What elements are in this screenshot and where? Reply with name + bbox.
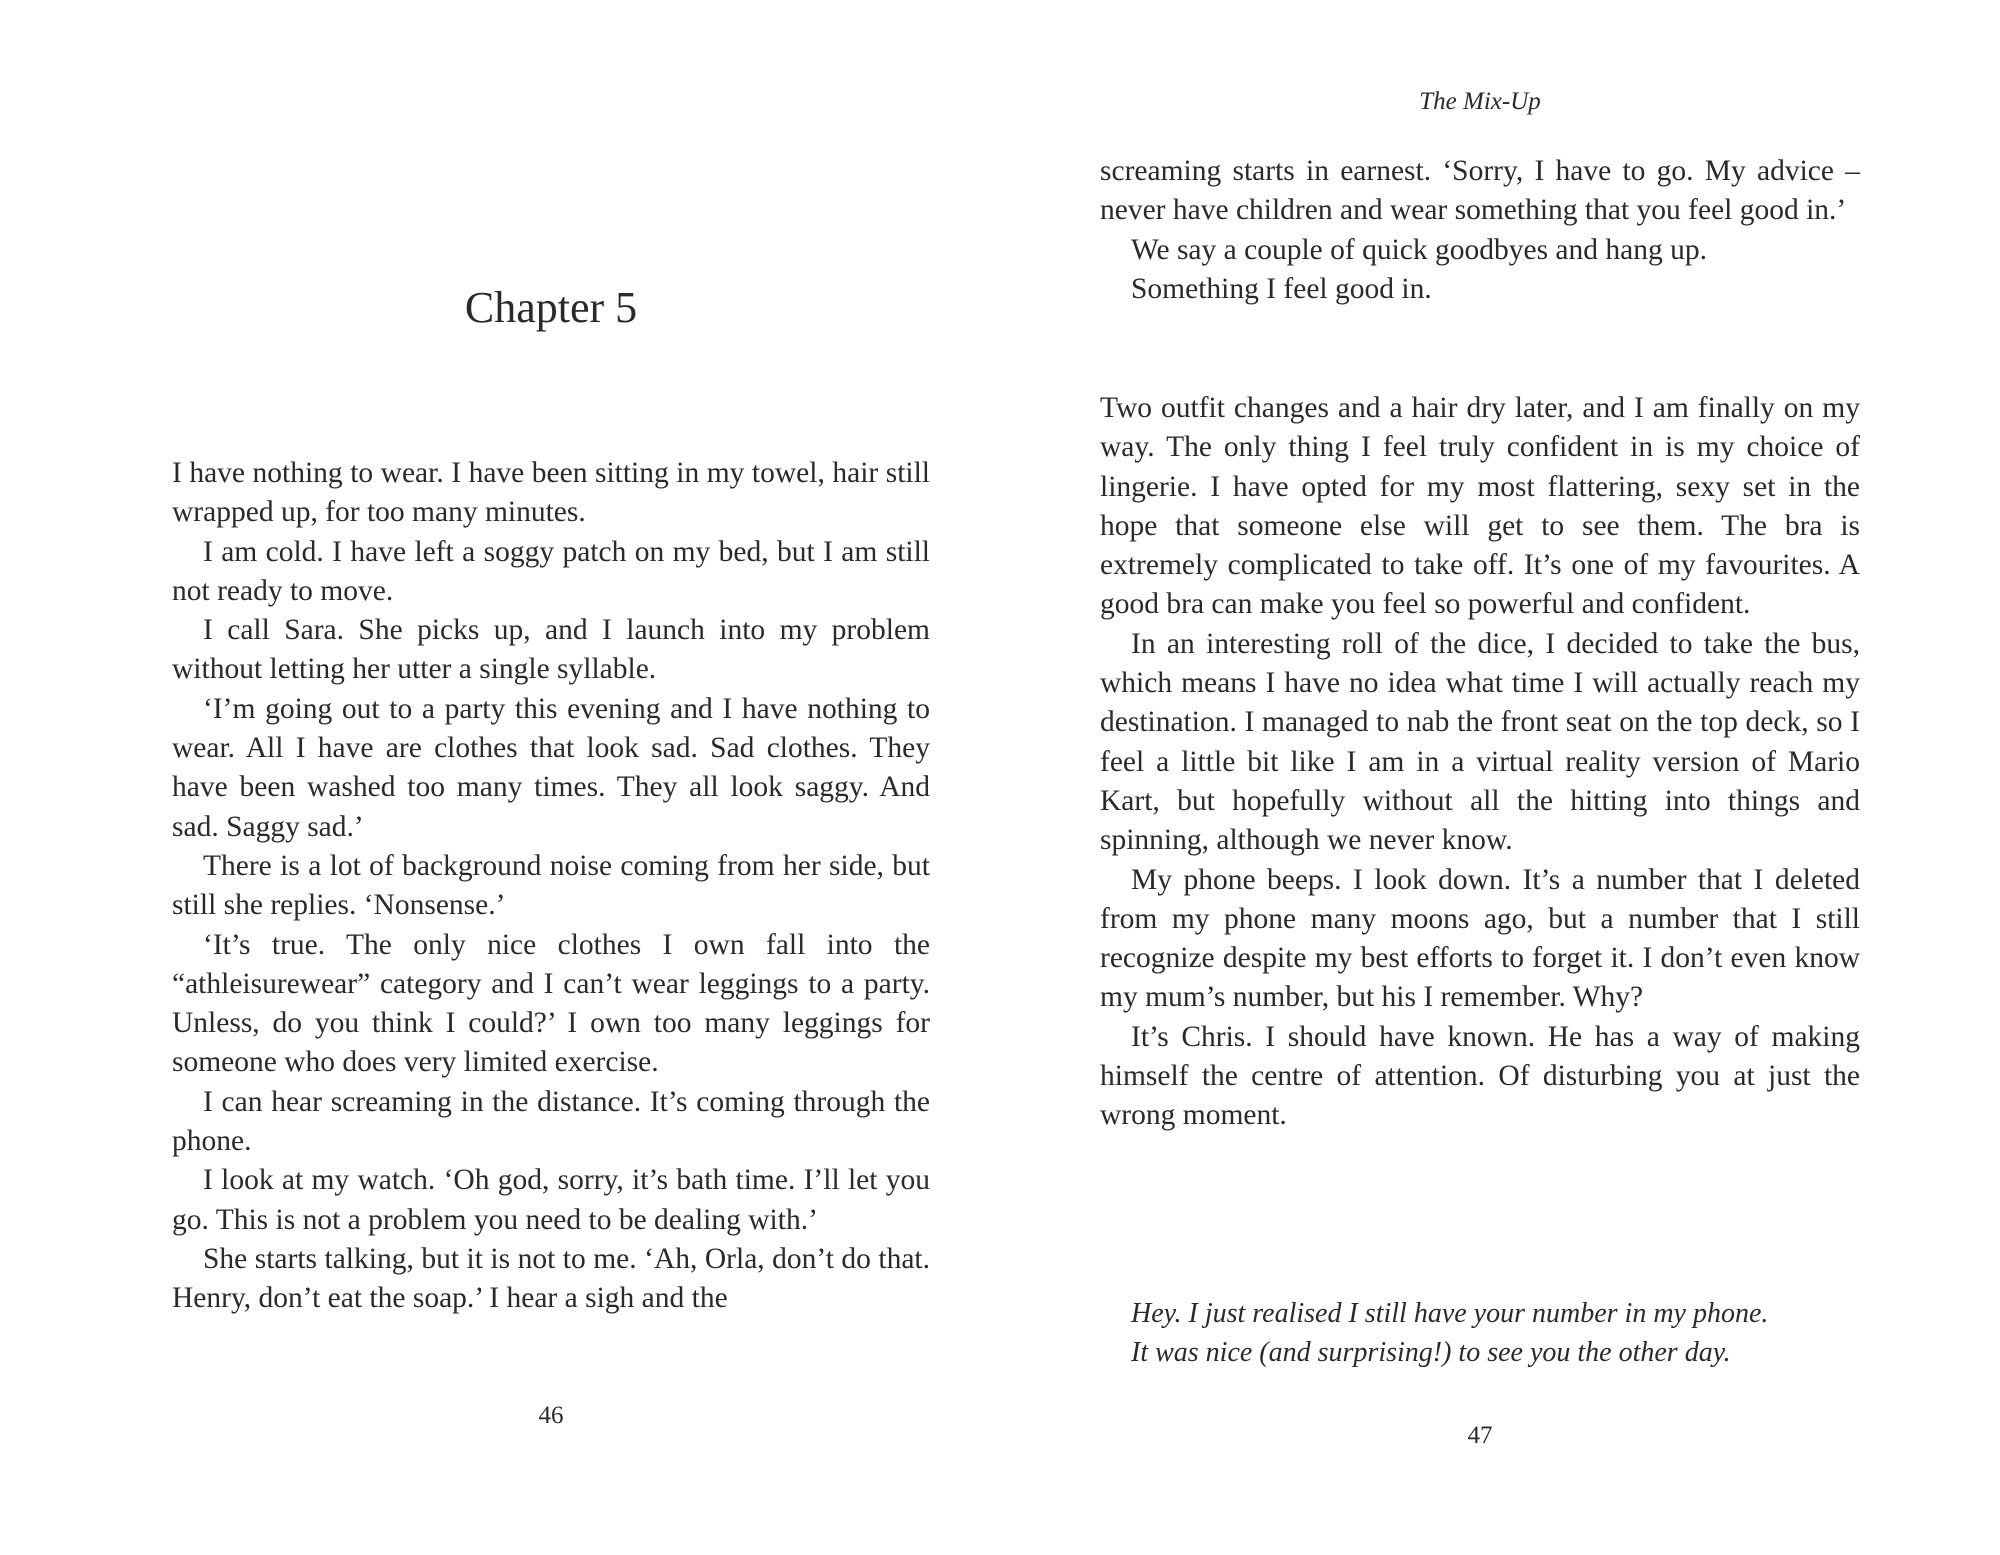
message-line: It was nice (and surprising!) to see you the other day. [1131, 1337, 1731, 1369]
right-page [1100, 0, 1860, 1555]
paragraph: There is a lot of background noise coming from her side, but still she replies. ‘Nonsense.’ [172, 849, 930, 922]
paragraph: She starts talking, but it is not to me. ‘Ah, Orla, don’t do that. Henry, don’t eat the soap.’ I hear a sigh and the [172, 1242, 930, 1315]
paragraph: ‘It’s true. The only nice clothes I own fall into the “athleisurewear” category and I can’t wear leggings to a party. Unless, do you think I could?’ I own too many leggings for someone who does very limited exercise. [172, 928, 930, 1079]
paragraph: I look at my watch. ‘Oh god, sorry, it’s bath time. I’ll let you go. This is not a problem you need to be dealing with.’ [172, 1164, 930, 1236]
message-line: Hey. I just realised I still have your number in my phone. [1131, 1298, 1769, 1329]
paragraph: I can hear screaming in the distance. It’s coming through the phone. [172, 1085, 930, 1158]
paragraph: In an interesting roll of the dice, I decided to take the bus, which means I have no idea what time I will actually reach my destination. I managed to nab the front seat on the top deck, so I feel a little bit like I am in a virtual reality version of Mario Kart, but hopefully without all the hitting into things and spinning, although we never know. [1100, 627, 1860, 857]
paragraph: My phone beeps. I look down. It’s a number that I deleted from my phone many moons ago, but a number that I still recognize despite my best efforts to forget it. I don’t even know my mum’s number, but his I remember. Why? [1100, 863, 1860, 1014]
page-number: 47 [1467, 1422, 1493, 1449]
right-body-text-section-one [1100, 152, 1860, 309]
page-number: 46 [538, 1402, 564, 1429]
paragraph: screaming starts in earnest. ‘Sorry, I have to go. My advice – never have children and wear something that you feel good in.’ [1100, 155, 1860, 227]
text-message [1131, 1294, 1831, 1373]
running-head: The Mix-Up [1419, 88, 1541, 115]
left-page [172, 0, 930, 1555]
paragraph: I have nothing to wear. I have been sitting in my towel, hair still wrapped up, for too many minutes. [172, 457, 930, 529]
left-body-text [172, 454, 930, 1319]
paragraph: I call Sara. She picks up, and I launch into my problem without letting her utter a single syllable. [172, 614, 930, 686]
paragraph: We say a couple of quick goodbyes and hang up. [1131, 233, 1707, 266]
paragraph: Something I feel good in. [1131, 272, 1432, 305]
chapter-title: Chapter 5 [464, 283, 638, 332]
paragraph: It’s Chris. I should have known. He has a way of making himself the centre of attention. Of disturbing you at just the wrong moment. [1100, 1020, 1860, 1132]
paragraph: Two outfit changes and a hair dry later, and I am finally on my way. The only thing I feel truly confident in is my choice of lingerie. I have opted for my most flattering, sexy set in the hope that someone else will get to see them. The bra is extremely complicated to take off. It’s one of my favourites. A good bra can make you feel so powerful and confident. [1100, 392, 1860, 621]
right-body-text-section-two [1100, 389, 1860, 1136]
paragraph: ‘I’m going out to a party this evening and I have nothing to wear. All I have are clothes that look sad. Sad clothes. They have been washed too many times. They all look saggy. And sad. Saggy sad.’ [172, 692, 930, 843]
paragraph: I am cold. I have left a soggy patch on my bed, but I am still not ready to move. [172, 535, 930, 607]
